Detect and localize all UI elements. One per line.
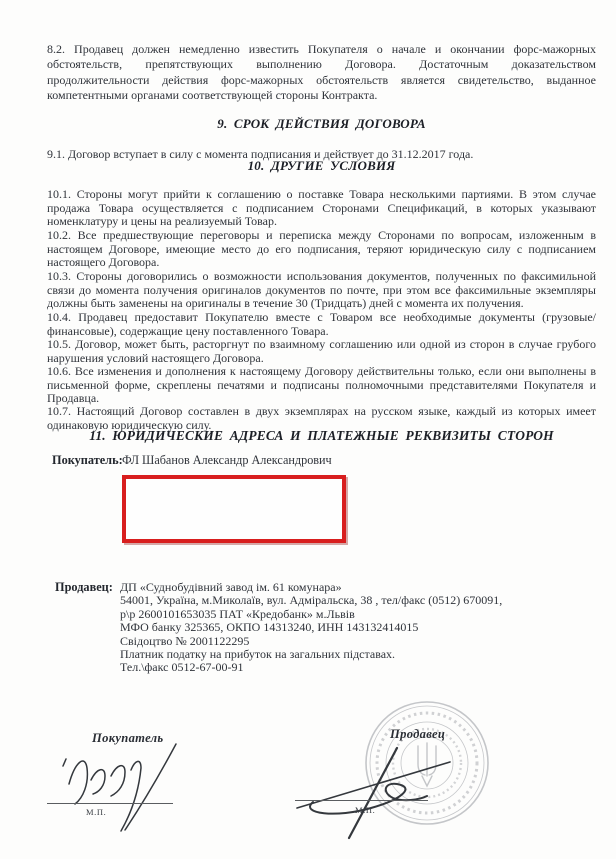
seller-signature-line (295, 800, 428, 801)
clause-8-2: 8.2. Продавец должен немедленно известить Покупателя о начале и окончании форс-мажорных обстоятельств, препятствующих выполнению Договора. Достаточным доказательством продолжительности действия форс-мажорных обстоятельств является свидетельство, выданное компетентными органами соответствующей стороны Контракта. (47, 42, 596, 103)
clause-10-1: 10.1. Стороны могут прийти к соглашению о поставке Товара несколькими партиями. В этом случае продажа Товара осуществляется с подписанием Сторонами Спецификаций, в которых указывают номенклатуру и цены на реализуемый Товар. (47, 187, 596, 229)
clause-10-2: 10.2. Все предшествующие переговоры и переписка между Сторонами по вопросам, изложенным в настоящем Договоре, имеющие место до его подписания, теряют юридическую силу с подписанием настоящего Договора. (47, 228, 596, 270)
seller-info-line: ДП «Суднобудівний завод ім. 61 комунара» (120, 580, 342, 594)
seller-info-line: Платник податку на прибуток на загальних підставах. (120, 647, 396, 662)
seller-label: Продавец: (55, 580, 113, 594)
seller-info-line: МФО банку 325365, ОКПО 14313240, ИНН 143132414015 (120, 620, 419, 635)
seller-info-line: 54001, Україна, м.Миколаїв, вул. Адміральска, 38 , тел/факс (0512) 670091, (120, 593, 503, 608)
seller-info-line: Свідоцтво № 2001122295 (120, 633, 250, 648)
seller-info-line: р\р 2600101653035 ПАТ «Кредобанк» м.Львів (120, 606, 355, 621)
clause-10-4: 10.4. Продавец предоставит Покупателю вместе с Товаром все необходимые документы (грузовые/финансовые), содержащие цену поставленного Товара. (47, 310, 596, 338)
seller-signature (285, 740, 455, 840)
section-9-heading: 9. СРОК ДЕЙСТВИЯ ДОГОВОРА (217, 116, 426, 131)
section-10-heading: 10. ДРУГИЕ УСЛОВИЯ (247, 158, 396, 173)
seller-signature-title: Продавец (390, 727, 446, 741)
buyer-signature-title: Покупатель (92, 731, 164, 745)
seller-info-block (120, 581, 580, 675)
clause-9-1: 9.1. Договор вступает в силу с момента подписания и действует до 31.12.2017 года. (47, 147, 474, 161)
seller-stamp-place-mark: М.П. (355, 805, 376, 815)
clause-10-5: 10.5. Договор, может быть, расторгнут по взаимному соглашению или одной из сторон в случае грубого нарушения условий настоящего Договора. (47, 337, 596, 365)
buyer-name: ФЛ Шабанов Александр Александрович (122, 453, 332, 467)
seller-info-line: Тел.\факс 0512-67-00-91 (120, 660, 244, 675)
clause-10-3: 10.3. Стороны договорились о возможности использования документов, полученных по факсимильной связи до момента получения оригиналов документов по почте, при этом все факсимильные экземпляры должны быть заменены на оригиналы в течение 30 (Тридцать) дней с момента их получения. (47, 269, 596, 311)
buyer-label: Покупатель: (52, 453, 123, 467)
clause-10-6: 10.6. Все изменения и дополнения к настоящему Договору действительны только, если они выполнены в письменной форме, скреплены печатями и подписаны полномочными представителями Покупателя и Продавца. (47, 364, 596, 406)
buyer-stamp-place-mark: М.П. (86, 807, 107, 817)
clause-10-7: 10.7. Настоящий Договор составлен в двух экземплярах на русском языке, каждый из которых имеет одинаковую юридическую силу. (47, 404, 596, 432)
section-11-heading: 11. ЮРИДИЧЕСКИЕ АДРЕСА И ПЛАТЕЖНЫЕ РЕКВИЗИТЫ СТОРОН (89, 428, 554, 443)
redaction-box (122, 475, 346, 543)
buyer-signature (55, 738, 195, 833)
buyer-signature-line (47, 803, 173, 804)
